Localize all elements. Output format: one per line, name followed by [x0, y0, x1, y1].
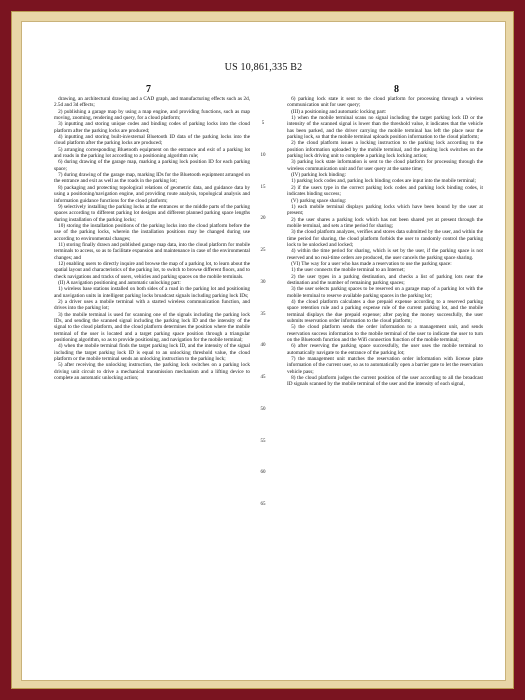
paragraph: 3) the cloud platform analyzes, verifies and stores data submitted by the user, and within the time period for sharing, the cloud platform forbids the user to randomly control the parking lock to be unlocked and locked;	[287, 229, 483, 248]
line-number: 15	[260, 184, 266, 190]
line-number: 35	[260, 311, 266, 317]
left-text-column	[54, 96, 250, 381]
paragraph: 12) enabling users to directly inquire and browse the map of a parking lot, to learn about the spatial layout and characteristics of the parking lot, to switch to browse different floors, and to check navigations and tracks of users, vehicles and parking spaces on the mobile terminals.	[54, 260, 250, 280]
line-number: 40	[260, 343, 266, 349]
paragraph: 6) parking lock state it sent to the cloud platform for processing through a wireless communication unit for user query;	[287, 96, 483, 109]
line-number: 45	[260, 375, 266, 380]
paragraph: 5) arranging corresponding Bluetooth equipment on the entrance and exit of a parking lot and roads in the parking lot according to a positioning algorithm rule;	[54, 146, 250, 160]
paragraph: 3) the user selects parking spaces to be reserved on a garage map of a parking lot with the mobile terminal to reserve available parking spaces in the parking lot;	[287, 286, 483, 299]
paragraph: 7) the management unit matches the reservation order information with license plate information of the current user, so as to automatically open a barrier gate to let the reservation vehicle pass;	[287, 356, 483, 375]
paragraph: 9) selectively installing the parking locks at the entrances or the middle parts of the parking spaces according to different parking lot designs and different planned parking space lengths during installation of the parking locks;	[54, 203, 250, 223]
paragraph: 1) the user connects the mobile terminal to an Internet;	[291, 267, 405, 274]
paragraph: 8) packaging and protecting topological relations of geometric data, and guidance data by using a positioning/navigation engine, and providing route analysis, topological analysis and information guidance functions for the cloud platform;	[54, 184, 250, 204]
paragraph: 1) each mobile terminal displays parking locks which have been bound by the user at present;	[287, 203, 483, 217]
paragraph: 2) if the users type in the correct parking lock codes and parking lock binding codes, it indicates binding success;	[287, 184, 483, 198]
paragraph: 4) within the time period for sharing, which is set by the user, if the parking space is not reserved and no real-time orders are produced, the user cancels the parking space sharing.	[287, 248, 483, 261]
paragraph: 6) after reserving the parking space successfully, the user uses the mobile terminal to automatically navigate to the entrance of the parking lot;	[287, 343, 483, 356]
paragraph: 10) storing the installation positions of the parking locks into the cloud platform before the use of the parking locks, wherein the installation positions may be changed during use according to environmental changes;	[54, 222, 250, 242]
paragraph: (II) A navigation positioning and automatic unlocking part:	[58, 279, 181, 286]
paragraph: 1) when the mobile terminal scans no signal including the target parking lock ID or the intensity of the scanned signal is lower than the threshold value, it indicates that the vehicle has been parked, and the driver carrying the mobile terminal has left the place near the parking lock, so that the mobile terminal uploads position information to the cloud platform;	[287, 115, 483, 141]
paragraph: 2) the user shares a parking lock which has not been shared yet at present through the mobile terminal, and sets a time period for sharing;	[287, 216, 483, 229]
paragraph: 2) the cloud platform issues a locking instruction to the parking lock according to the position information uploaded by the mobile terminal, and the parking lock switches on the parking lock driving unit to complete a parking lock locking action;	[287, 140, 483, 160]
paragraph: (III) a positioning and automatic locking part:	[291, 108, 387, 115]
paragraph: 7) during drawing of the garage map, marking IDs for the Bluetooth equipment arranged on the entrance and exit as well as the roads in the parking lot;	[54, 172, 250, 185]
left-column-number: 7	[146, 84, 151, 95]
paragraph: 5) the cloud platform sends the order information to a management unit, and sends reservation success information to the mobile terminal of the user to indicate the user to turn on the Bluetooth function and the Wifi connection function of the mobile terminal;	[287, 324, 483, 344]
line-number: 10	[260, 152, 266, 158]
paragraph: 3) parking lock state information is sent to the cloud platform for processing through the wireless communication unit and for user query at the same time;	[287, 159, 483, 172]
paragraph: 3) the mobile terminal is used for scanning one of the signals including the parking lock IDs, and sending the scanned signal including the parking lock ID and the intensity of the signal to the cloud platform, and the cloud platform determines the position where the mobile terminal of the user is located and a target parking space position through a triangular positioning algorithm, so as to provide positioning, and navigation for the mobile terminal;	[54, 311, 250, 344]
paragraph: (IV) parking lock binding:	[291, 172, 347, 179]
paragraph: 2) a driver uses a mobile terminal with a started wireless communication function, and drives into the parking lot;	[54, 299, 250, 312]
paragraph: drawing, an architectural drawing and a CAD graph, and manufacturing effects such as 2d, 2.5d and 3d effects;	[54, 96, 250, 109]
line-number: 60	[260, 470, 266, 476]
line-number: 50	[260, 406, 266, 412]
paragraph: 2) the user types in a parking destination, and checks a list of parking lots near the destination and the number of remaining parking spaces;	[287, 273, 483, 286]
paragraph: 8) the cloud platform judges the current position of the user according to all the broadcast ID signals scanned by the mobile terminal of the user and the intensity of each signal,	[287, 375, 483, 388]
paragraph: 1) wireless base stations installed on both sides of a road in the parking lot and positioning and navigation units in intelligent parking locks broadcast signals including parking lock IDs;	[54, 286, 250, 299]
line-number: 20	[260, 216, 266, 222]
paragraph: 5) after receiving the unlocking instruction, the parking lock switches on a parking lock driving unit circuit to drive a mechanical transmission mechanism and a lifting device to complete an automatic unlocking action;	[54, 362, 250, 382]
paragraph: (V) parking space sharing:	[291, 197, 347, 204]
paragraph: 1) parking lock codes and, parking lock binding codes are input into the mobile terminal;	[291, 178, 476, 185]
paragraph: 4) the cloud platform calculates a due prepaid expense according to a reserved parking space retention rule and a parking expense rule of the current parking lot, and the mobile terminal displays the due prepaid expense; after paying the money successfully, the user submits reservation order information to the cloud platform;	[287, 299, 483, 325]
line-number: 5	[261, 121, 265, 126]
line-number: 55	[260, 438, 266, 444]
line-number: 65	[260, 502, 266, 507]
paragraph: 6) during drawing of the garage map, marking a parking lock position ID for each parking space;	[54, 159, 250, 172]
paragraph: (VI) The way for a user who has made a reservation to use the parking space:	[291, 260, 452, 267]
line-number: 30	[260, 279, 266, 285]
right-column-number: 8	[394, 84, 399, 95]
patent-page	[21, 21, 506, 681]
paragraph: 2) publishing a garage map by using a map engine, and providing functions, such as map moving, zooming, rendering and query, for a cloud platform;	[54, 108, 250, 122]
patent-number: US 10,861,335 B2	[224, 62, 303, 73]
paragraph: 4) inputting and storing built-in/external Bluetooth ID data of the parking locks into the cloud platform after the parking locks are produced;	[54, 134, 250, 147]
paragraph: 11) storing finally drawn and published garage map data, into the cloud platform for mobile terminals to access, so as to facilitate expansion and maintenance in case of the environmental changes; and	[54, 241, 250, 261]
right-text-column	[287, 96, 483, 388]
line-number: 25	[260, 248, 266, 253]
paragraph: 4) when the mobile terminal finds the target parking lock ID, and the intensity of the signal including the target parking lock ID is equal to an unlocking threshold value, the cloud platform or the mobile terminal sends an unlocking instruction to the parking lock;	[54, 343, 250, 363]
paragraph: 3) inputting and storing unique codes and binding codes of parking locks into the cloud platform after the parking locks are produced;	[54, 121, 250, 134]
